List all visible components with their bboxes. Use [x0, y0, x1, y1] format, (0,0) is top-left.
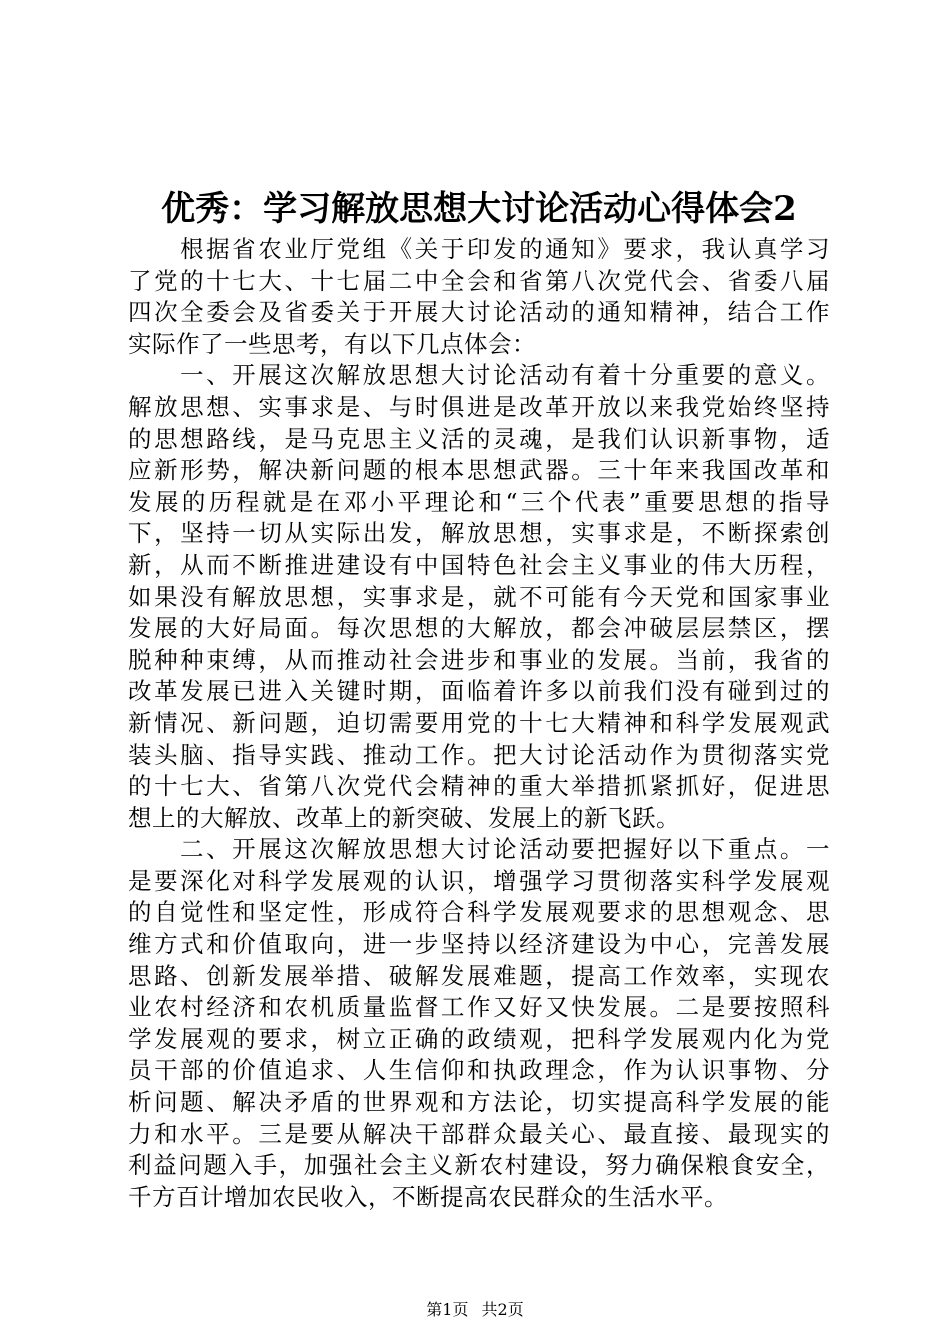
page-number-total: 共2页: [481, 1300, 524, 1319]
body-line: 员干部的价值追求、人生信仰和执政理念，作为认识事物、分: [128, 1056, 830, 1085]
body-line: 二、开展这次解放思想大讨论活动要把握好以下重点。一: [180, 835, 830, 864]
body-line: 析问题、解决矛盾的世界观和方法论，切实提高科学发展的能: [128, 1088, 830, 1117]
body-line: 新情况、新问题，迫切需要用党的十七大精神和科学发展观武: [128, 708, 830, 737]
body-line: 学发展观的要求，树立正确的政绩观，把科学发展观内化为党: [128, 1024, 830, 1053]
body-line: 装头脑、指导实践、推动工作。把大讨论活动作为贯彻落实党: [128, 740, 830, 769]
body-line: 改革发展已进入关键时期，面临着许多以前我们没有碰到过的: [128, 677, 830, 706]
body-line: 下，坚持一切从实际出发，解放思想，实事求是，不断探索创: [128, 519, 830, 548]
body-line: 的思想路线，是马克思主义活的灵魂，是我们认识新事物，适: [128, 424, 830, 453]
body-line: 一、开展这次解放思想大讨论活动有着十分重要的意义。: [180, 361, 830, 390]
body-line: 脱种种束缚，从而推动社会进步和事业的发展。当前，我省的: [128, 645, 830, 674]
body-line: 发展的大好局面。每次思想的大解放，都会冲破层层禁区，摆: [128, 614, 830, 643]
body-line: 思路、创新发展举措、破解发展难题，提高工作效率，实现农: [128, 961, 830, 990]
body-line: 实际作了一些思考，有以下几点体会：: [128, 329, 536, 358]
body-line: 发展的历程就是在邓小平理论和“三个代表”重要思想的指导: [128, 487, 830, 516]
body-line: 千方百计增加农民收入，不断提高农民群众的生活水平。: [128, 1182, 728, 1211]
body-line: 根据省农业厅党组《关于印发的通知》要求，我认真学习: [180, 235, 830, 263]
body-line: 利益问题入手，加强社会主义新农村建设，努力确保粮食安全，: [128, 1151, 830, 1180]
body-line: 解放思想、实事求是、与时俱进是改革开放以来我党始终坚持: [128, 392, 830, 421]
page-number-current: 第1页: [426, 1300, 469, 1319]
document-body: [128, 234, 830, 1213]
page-footer: [0, 1300, 950, 1320]
body-line: 想上的大解放、改革上的新突破、发展上的新飞跃。: [128, 803, 680, 832]
body-line: 的十七大、省第八次党代会精神的重大举措抓紧抓好，促进思: [128, 772, 830, 801]
body-line: 的自觉性和坚定性，形成符合科学发展观要求的思想观念、思: [128, 898, 830, 927]
document-title: 优秀：学习解放思想大讨论活动心得体会2: [161, 189, 797, 229]
body-line: 业农村经济和农机质量监督工作又好又快发展。二是要按照科: [128, 993, 830, 1022]
body-line: 维方式和价值取向，进一步坚持以经济建设为中心，完善发展: [128, 930, 830, 959]
body-line: 是要深化对科学发展观的认识，增强学习贯彻落实科学发展观: [128, 866, 830, 895]
body-line: 四次全委会及省委关于开展大讨论活动的通知精神，结合工作: [128, 298, 830, 327]
body-line: 如果没有解放思想，实事求是，就不可能有今天党和国家事业: [128, 582, 830, 611]
body-line: 力和水平。三是要从解决干部群众最关心、最直接、最现实的: [128, 1119, 830, 1148]
body-line: 应新形势，解决新问题的根本思想武器。三十年来我国改革和: [128, 456, 830, 485]
body-line: 新，从而不断推进建设有中国特色社会主义事业的伟大历程，: [128, 550, 830, 579]
body-line: 了党的十七大、十七届二中全会和省第八次党代会、省委八届: [128, 266, 830, 295]
